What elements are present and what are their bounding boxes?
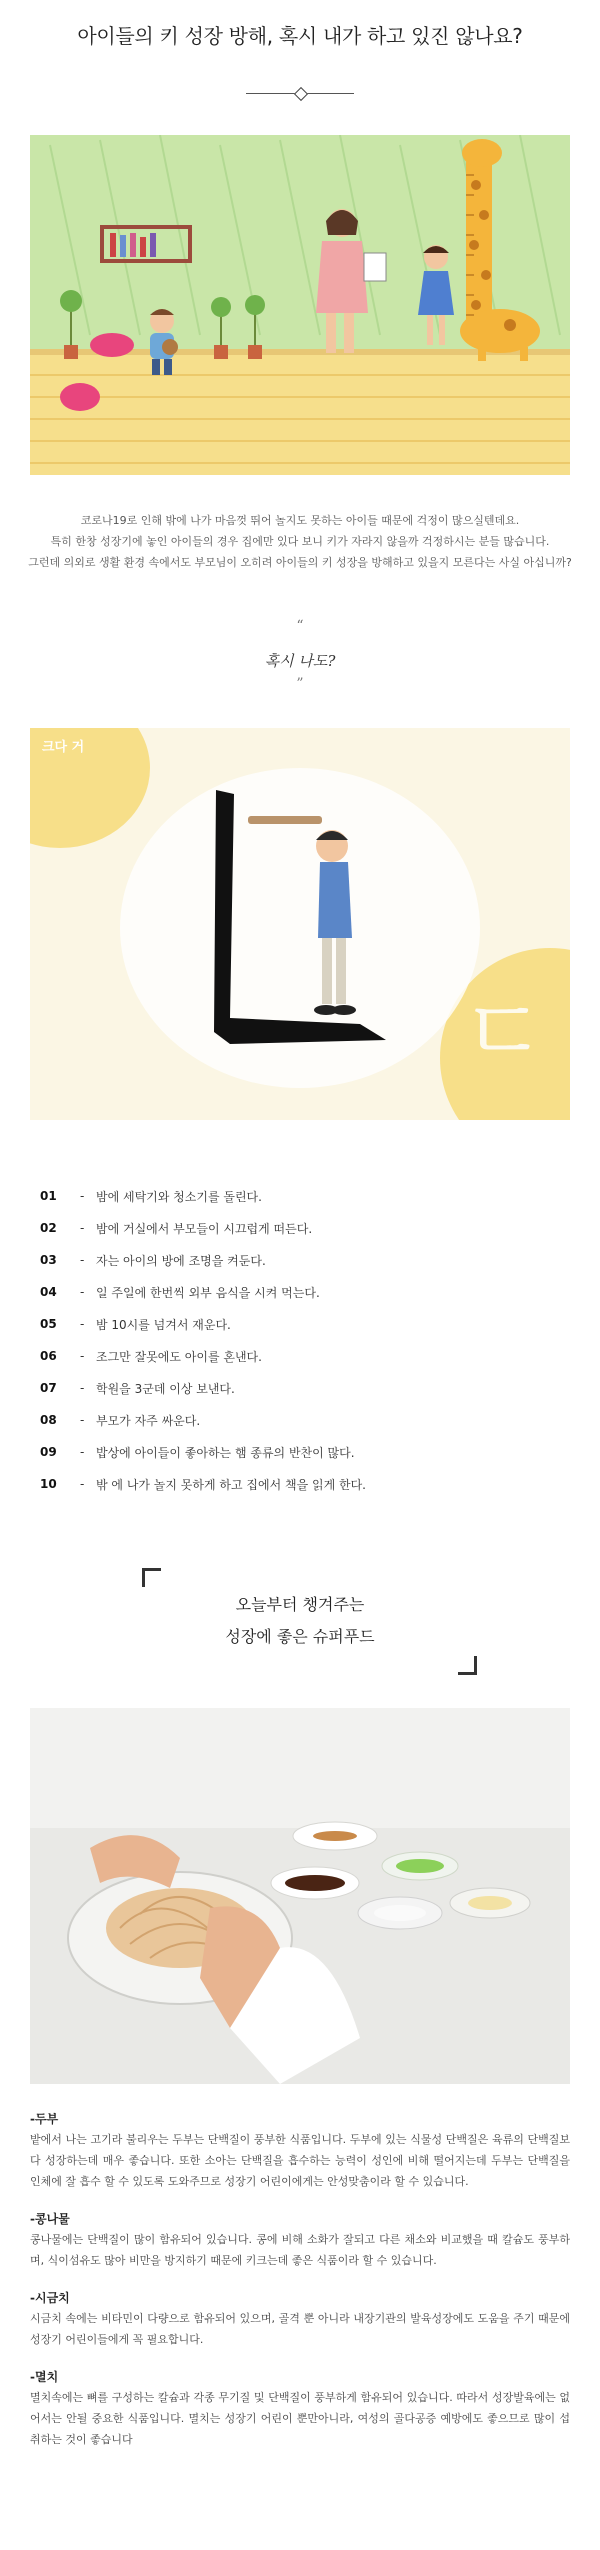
checklist [40,1180,580,1500]
item-number: 05 [40,1317,57,1331]
list-item: 02 - 밤에 거실에서 부모들이 시끄럽게 떠든다. [40,1221,313,1236]
food-item-tofu [30,2110,570,2192]
food-description: 시금치 속에는 비타민이 다량으로 함유되어 있으며, 골격 뿐 아니라 내장기관의 발육성장에도 도움을 주기 때문에 성장기 어린이들에게 꼭 필요합니다. [30,2312,570,2346]
list-item: 09 - 밥상에 아이들이 좋아하는 햄 종류의 반찬이 많다. [40,1445,355,1460]
intro-paragraph [20,510,580,573]
kids-height-illustration [30,135,570,475]
food-item-bean-sprouts [30,2210,570,2271]
bracket-corner-bottom-right [458,1656,477,1675]
list-item: 06 - 조그만 잘못에도 아이를 혼낸다. [40,1349,262,1364]
list-item: 05 - 밤 10시를 넘겨서 재운다. [40,1317,231,1332]
superfood-list [30,2110,570,2468]
intro-line: 코로나19로 인해 밖에 나가 마음껏 뛰어 놀지도 못하는 아이들 때문에 걱정이 많으실텐데요. [80,514,520,527]
item-text: 밖 에 나가 놀지 못하게 하고 집에서 책을 읽게 한다. [96,1477,366,1492]
item-number: 07 [40,1381,57,1395]
food-name: -두부 [30,2112,59,2126]
height-measure-illustration [30,728,570,1120]
close-quote-mark: ” [296,676,304,692]
item-number: 10 [40,1477,57,1491]
food-description: 콩나물에는 단백질이 많이 함유되어 있습니다. 콩에 비해 소화가 잘되고 다른 채소와 비교했을 때 칼슘도 풍부하며, 식이섬유도 많아 비만을 방지하기 때문에 키크는데 좋은 식품이라 할 수 있습니다. [30,2233,570,2267]
item-number: 09 [40,1445,57,1459]
item-text: 밤에 거실에서 부모들이 시끄럽게 떠든다. [96,1221,313,1236]
food-item-spinach [30,2289,570,2350]
list-item: 10 - 밖 에 나가 놀지 못하게 하고 집에서 책을 읽게 한다. [40,1477,366,1492]
list-item: 01 - 밤에 세탁기와 청소기를 돌린다. [40,1189,262,1204]
food-description: 멸치속에는 뼈를 구성하는 칼슘과 각종 무기질 및 단백질이 풍부하게 함유되어 있습니다. 따라서 성장발육에는 없어서는 안될 중요한 식품입니다. 멸치는 성장기 어린이 뿐만아니라, 여성의 골다공증 예방에도 좋으므로 많이 섭취하는 것이 좋습니다 [30,2391,570,2446]
divider-diamond-icon [294,87,308,101]
item-number: 02 [40,1221,57,1235]
quote-text: 혹시 나도? [264,652,336,670]
list-item: 04 - 일 주일에 한번씩 외부 음식을 시켜 먹는다. [40,1285,320,1300]
food-description: 밭에서 나는 고기라 불리우는 두부는 단백질이 풍부한 식품입니다. 두부에 있는 식물성 단백질은 육류의 단백질보다 성장하는데 매우 좋습니다. 또한 소아는 단백질을 흡수하는 능력이 성인에 비해 떨어지는데 두부는 단백질을 인체에 잘 흡수 할 수 있도록 도와주므로 성장기 어린이에게는 안성맞춤이라 할 수 있습니다. [30,2133,570,2188]
list-item: 07 - 학원을 3군데 이상 보낸다. [40,1381,235,1396]
item-text: 밥상에 아이들이 좋아하는 햄 종류의 반찬이 많다. [96,1445,355,1460]
item-text: 자는 아이의 방에 조명을 켜둔다. [96,1253,266,1268]
list-item: 08 - 부모가 자주 싸운다. [40,1413,201,1428]
item-number: 04 [40,1285,57,1299]
item-number: 08 [40,1413,57,1427]
illustration-big-letter: ㄷ [460,980,547,1085]
item-text: 밤에 세탁기와 청소기를 돌린다. [96,1189,262,1204]
superfood-heading-line1: 오늘부터 챙겨주는 [235,1595,365,1614]
item-number: 06 [40,1349,57,1363]
item-number: 01 [40,1189,57,1203]
item-text: 학원을 3군데 이상 보낸다. [96,1381,235,1396]
intro-line: 특히 한창 성장기에 놓인 아이들의 경우 집에만 있다 보니 키가 자라지 않을까 걱정하시는 분들 많습니다. [50,535,550,548]
food-name: -콩나물 [30,2212,70,2226]
item-text: 일 주일에 한번씩 외부 음식을 시켜 먹는다. [96,1285,320,1300]
list-item: 03 - 자는 아이의 방에 조명을 켜둔다. [40,1253,266,1268]
item-text: 밤 10시를 넘겨서 재운다. [96,1317,231,1332]
food-item-anchovy [30,2368,570,2450]
noodle-bowls-photo [30,1708,570,2084]
item-number: 03 [40,1253,57,1267]
page-title: 아이들의 키 성장 방해, 혹시 내가 하고 있진 않나요? [77,24,523,48]
food-name: -시금치 [30,2291,70,2305]
bracket-corner-top-left [142,1568,161,1587]
intro-line: 그런데 의외로 생활 환경 속에서도 부모님이 오히려 아이들의 키 성장을 방해하고 있을지 모른다는 사실 아십니까? [28,556,572,569]
food-name: -멸치 [30,2370,59,2384]
superfood-heading-line2: 성장에 좋은 슈퍼푸드 [225,1627,375,1646]
illustration-corner-label: 크다 거 [42,740,85,755]
item-text: 조그만 잘못에도 아이를 혼낸다. [96,1349,262,1364]
item-text: 부모가 자주 싸운다. [96,1413,201,1428]
open-quote-mark: “ [296,618,304,634]
